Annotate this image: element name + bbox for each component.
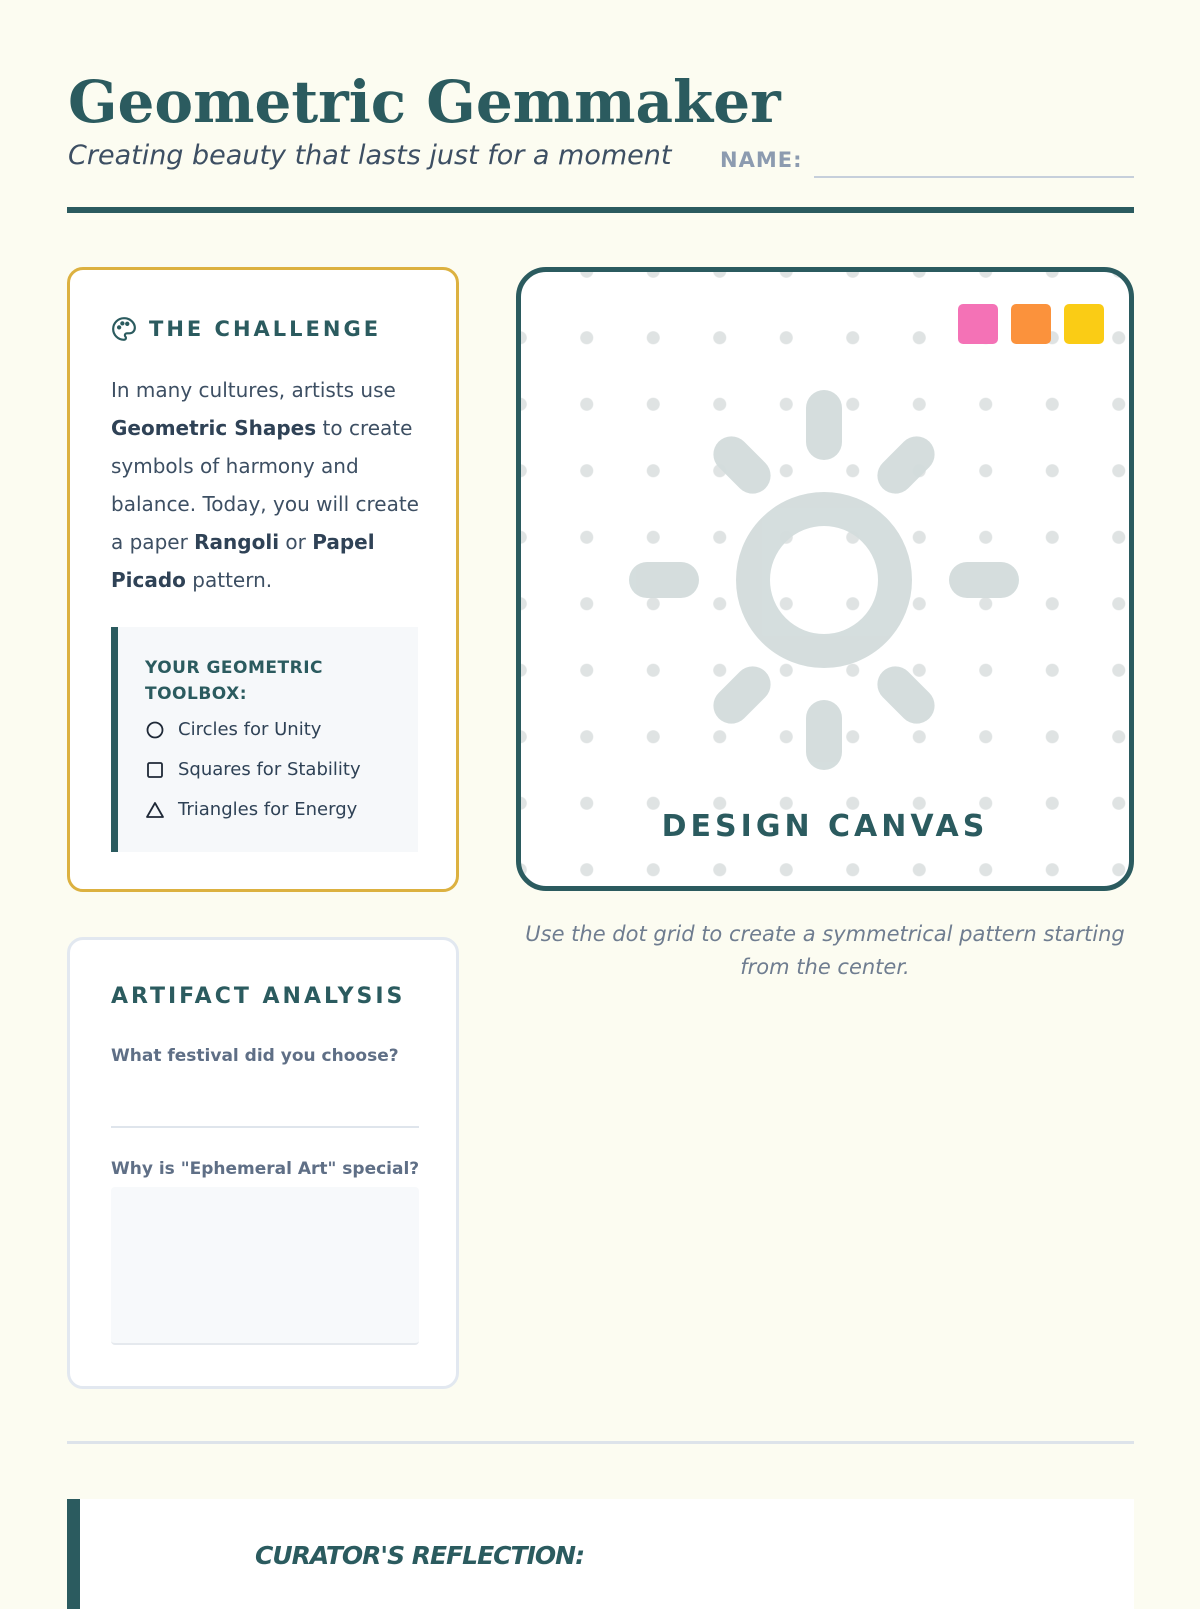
toolbox-title: YOUR GEOMETRIC TOOLBOX: <box>145 658 324 704</box>
analysis-title: ARTIFACT ANALYSIS <box>111 984 406 1009</box>
ephemeral-art-answer-box[interactable] <box>111 1187 419 1345</box>
toolbox-item-triangles <box>145 799 357 820</box>
design-canvas[interactable] <box>516 267 1134 891</box>
toolbox-item-label: Circles for Unity <box>178 719 322 740</box>
question-ephemeral-art: Why is "Ephemeral Art" special? <box>111 1159 420 1179</box>
palette-icon <box>111 316 137 342</box>
worksheet-header <box>68 66 1134 172</box>
page-subtitle: Creating beauty that lasts just for a moment <box>68 140 672 171</box>
term-geometric-shapes: Geometric Shapes <box>111 416 317 440</box>
geometric-toolbox <box>111 627 418 852</box>
canvas-label: DESIGN CANVAS <box>661 809 989 844</box>
festival-answer-field[interactable] <box>111 1126 419 1128</box>
challenge-text-4: pattern. <box>185 568 273 592</box>
section-divider <box>67 1441 1134 1444</box>
curator-reflection-panel <box>67 1499 1134 1609</box>
reflection-title: CURATOR'S REFLECTION: <box>255 1541 585 1570</box>
toolbox-item-label: Squares for Stability <box>178 759 361 780</box>
page-title: Geometric Gemmaker <box>68 68 781 136</box>
challenge-text-2: to create symbols of harmony and balance. Today, you will create a paper <box>111 416 419 554</box>
challenge-heading-text: THE CHALLENGE <box>149 317 382 341</box>
term-rangoli: Rangoli <box>194 530 280 554</box>
challenge-card <box>67 267 459 892</box>
triangle-icon <box>145 800 165 820</box>
challenge-text-3: or <box>279 530 313 554</box>
name-field[interactable] <box>814 176 1134 178</box>
artifact-analysis-card <box>67 937 459 1389</box>
square-icon <box>145 760 165 780</box>
circle-icon <box>145 720 165 740</box>
sun-icon <box>521 272 1129 886</box>
name-label: NAME: <box>720 148 803 172</box>
challenge-description <box>111 371 426 599</box>
header-divider <box>67 207 1134 213</box>
toolbox-item-squares <box>145 759 361 780</box>
toolbox-item-circles <box>145 719 321 740</box>
challenge-text-1: In many cultures, artists use <box>111 378 396 402</box>
toolbox-item-label: Triangles for Energy <box>178 799 358 820</box>
challenge-heading <box>111 316 381 342</box>
question-festival: What festival did you choose? <box>111 1046 399 1066</box>
term-papel-picado: Papel Picado <box>111 530 375 592</box>
canvas-caption: Use the dot grid to create a symmetrical pattern starting from the center. <box>525 922 1125 979</box>
